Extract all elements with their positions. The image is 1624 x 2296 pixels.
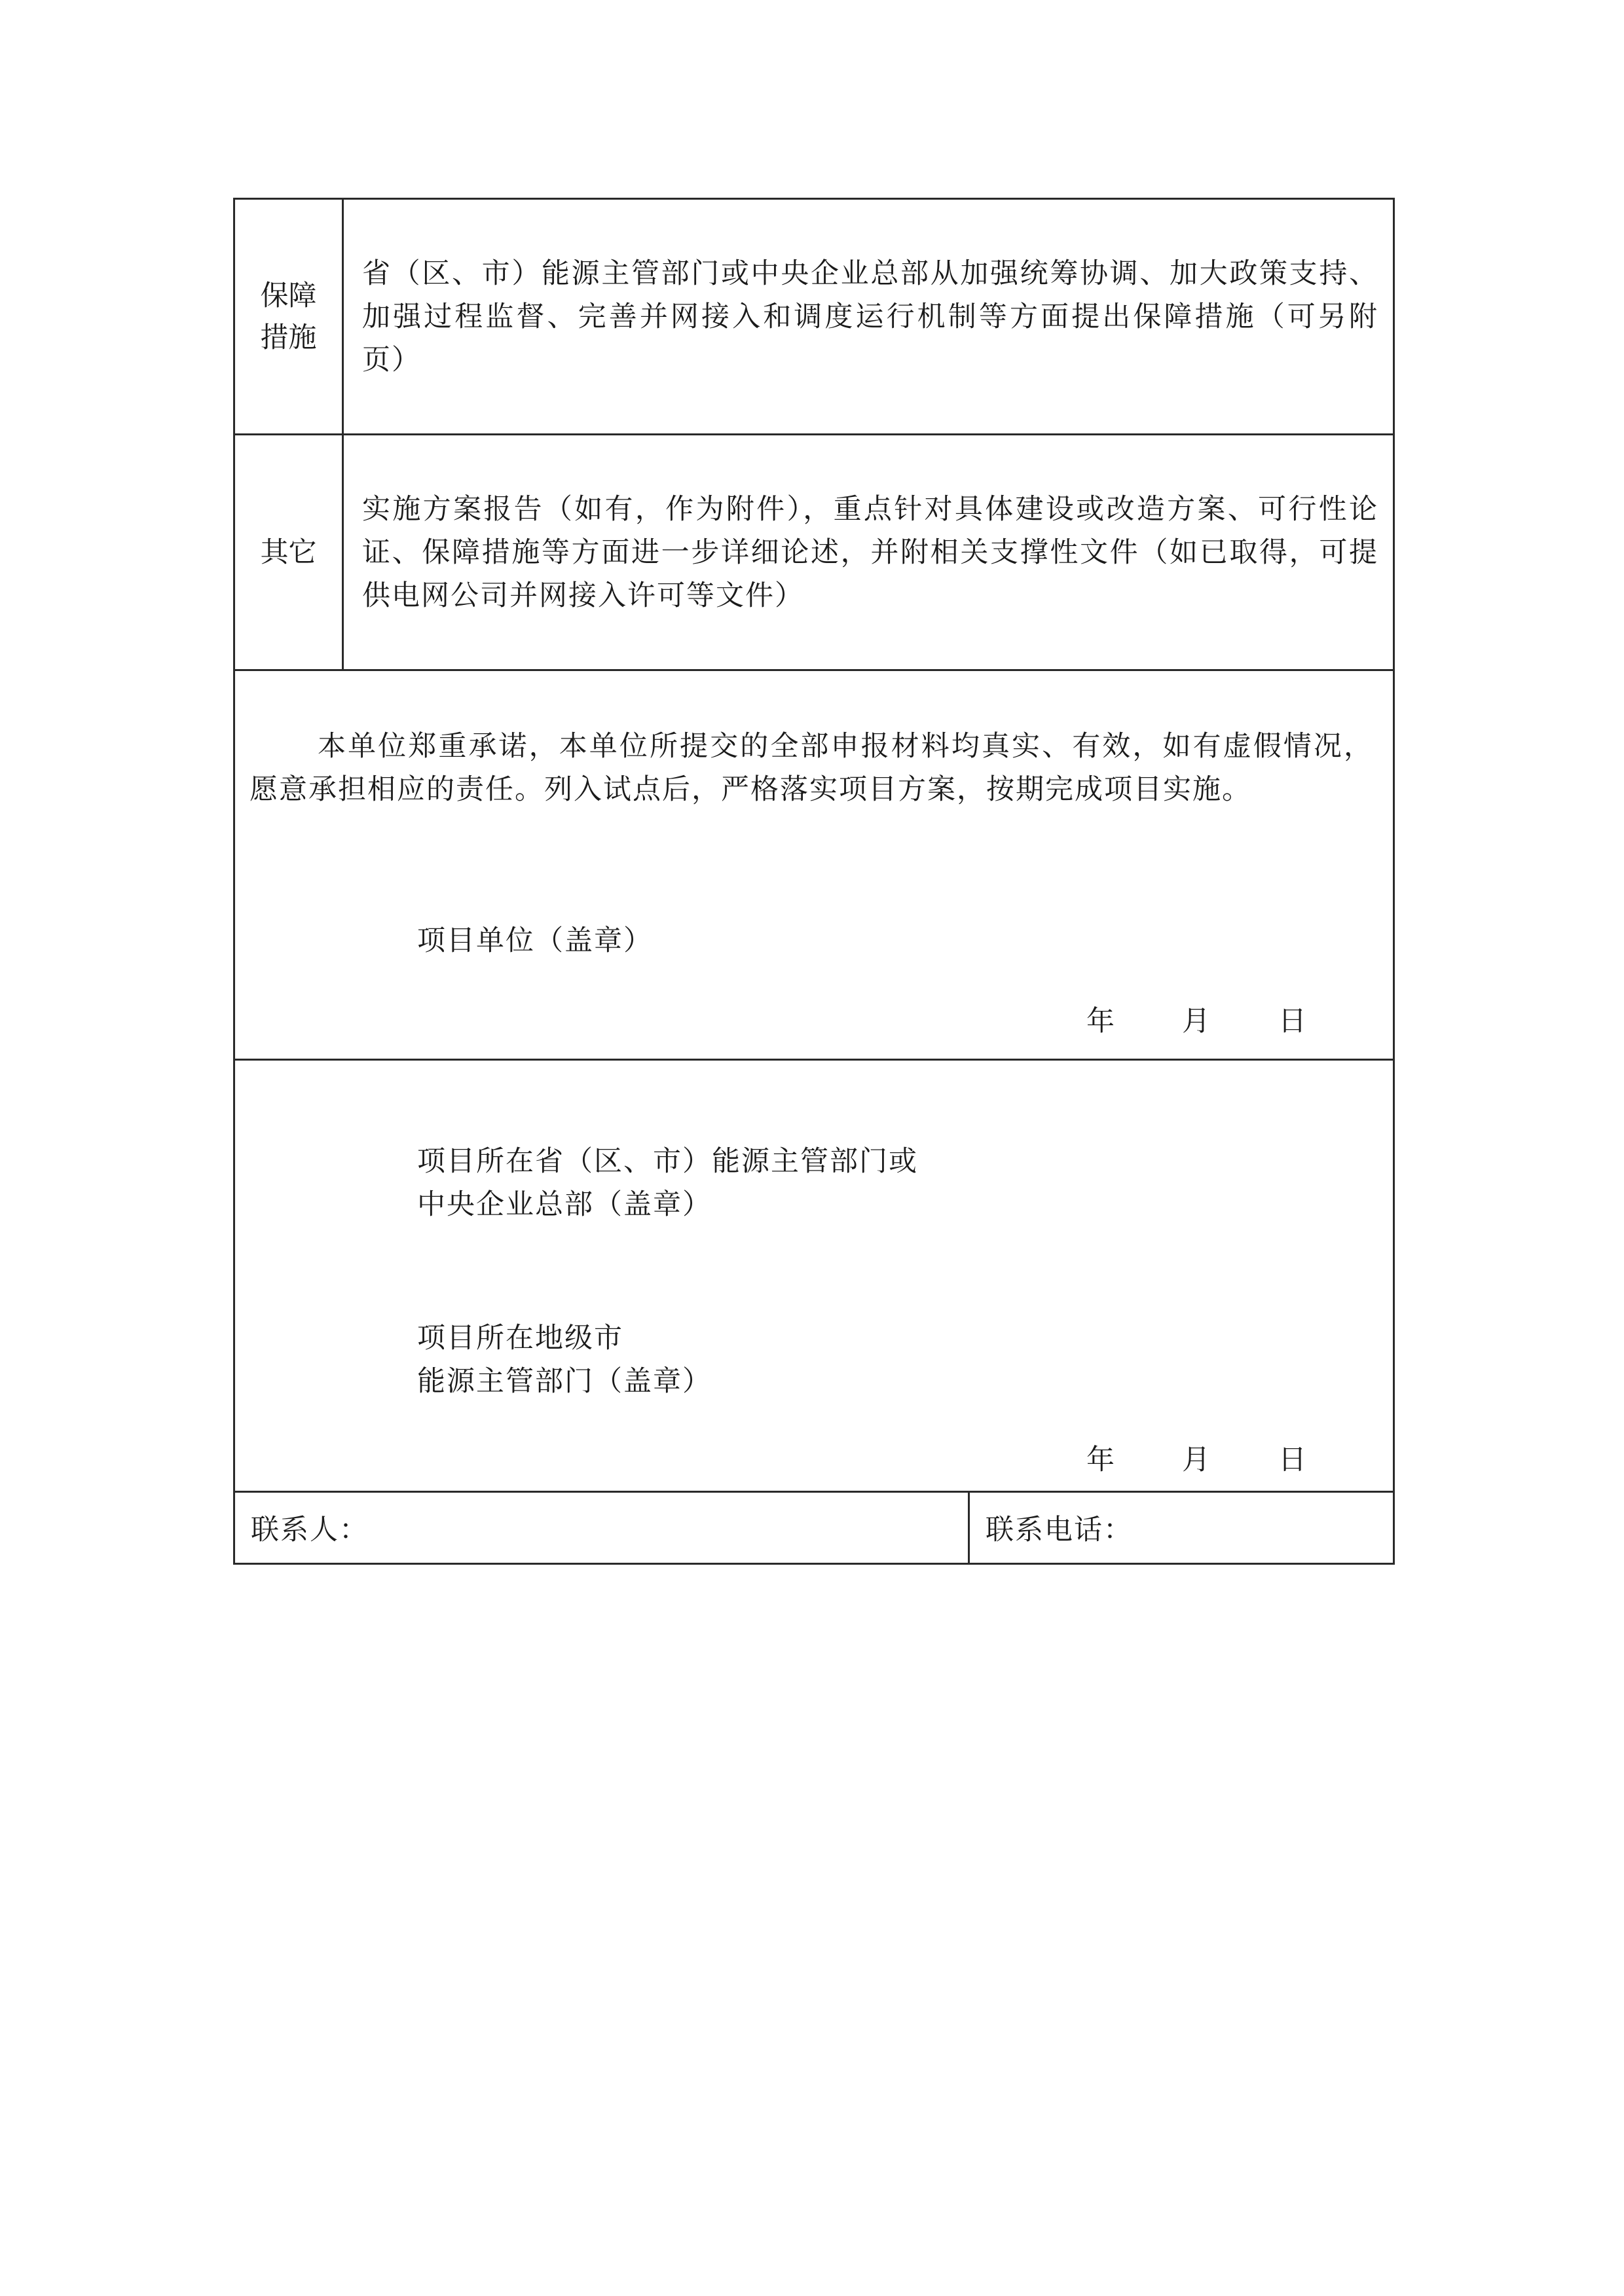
measures-content-cell xyxy=(344,200,1393,433)
contact-person-label: 联系人： xyxy=(251,1514,369,1546)
measures-label-cell xyxy=(235,200,344,433)
pledge-year-label: 年 xyxy=(1086,1005,1115,1038)
authority-year-label: 年 xyxy=(1086,1444,1115,1476)
pledge-month-label: 月 xyxy=(1182,1005,1210,1038)
provincial-authority-line2: 中央企业总部（盖章） xyxy=(417,1188,712,1221)
authority-row xyxy=(235,1061,1393,1493)
measures-text: 省（区、市）能源主管部门或中央企业总部从加强统筹协调、加大政策支持、加强过程监督、完善并网接入和调度运行机制等方面提出保障措施（可另附页） xyxy=(362,257,1378,376)
contact-phone-label: 联系电话： xyxy=(986,1514,1133,1546)
measures-label: 保障 措施 xyxy=(260,279,317,354)
other-text: 实施方案报告（如有，作为附件），重点针对具体建设或改造方案、可行性论证、保障措施等方面进一步详细论述，并附相关支撑性文件（如已取得，可提供电网公司并网接入许可等文件） xyxy=(362,492,1378,612)
provincial-authority-line1: 项目所在省（区、市）能源主管部门或 xyxy=(417,1145,918,1178)
other-label-cell xyxy=(235,435,344,669)
application-form-table xyxy=(233,198,1395,1565)
other-label: 其它 xyxy=(260,536,317,569)
contact-phone-cell xyxy=(970,1493,1393,1563)
other-content-cell xyxy=(344,435,1393,669)
project-unit-seal-label: 项目单位（盖章） xyxy=(417,924,653,957)
contact-person-cell xyxy=(235,1493,970,1563)
contact-row xyxy=(235,1493,1393,1563)
city-authority-line1: 项目所在地级市 xyxy=(417,1322,623,1355)
city-authority-line2: 能源主管部门（盖章） xyxy=(417,1365,712,1398)
measures-row xyxy=(235,200,1393,435)
pledge-text: 本单位郑重承诺，本单位所提交的全部申报材料均真实、有效，如有虚假情况，愿意承担相应的责任。列入试点后，严格落实项目方案，按期完成项目实施。 xyxy=(249,730,1373,806)
pledge-row xyxy=(235,671,1393,1061)
pledge-day-label: 日 xyxy=(1278,1005,1306,1038)
authority-month-label: 月 xyxy=(1182,1444,1210,1476)
authority-day-label: 日 xyxy=(1278,1444,1306,1476)
other-row xyxy=(235,435,1393,671)
